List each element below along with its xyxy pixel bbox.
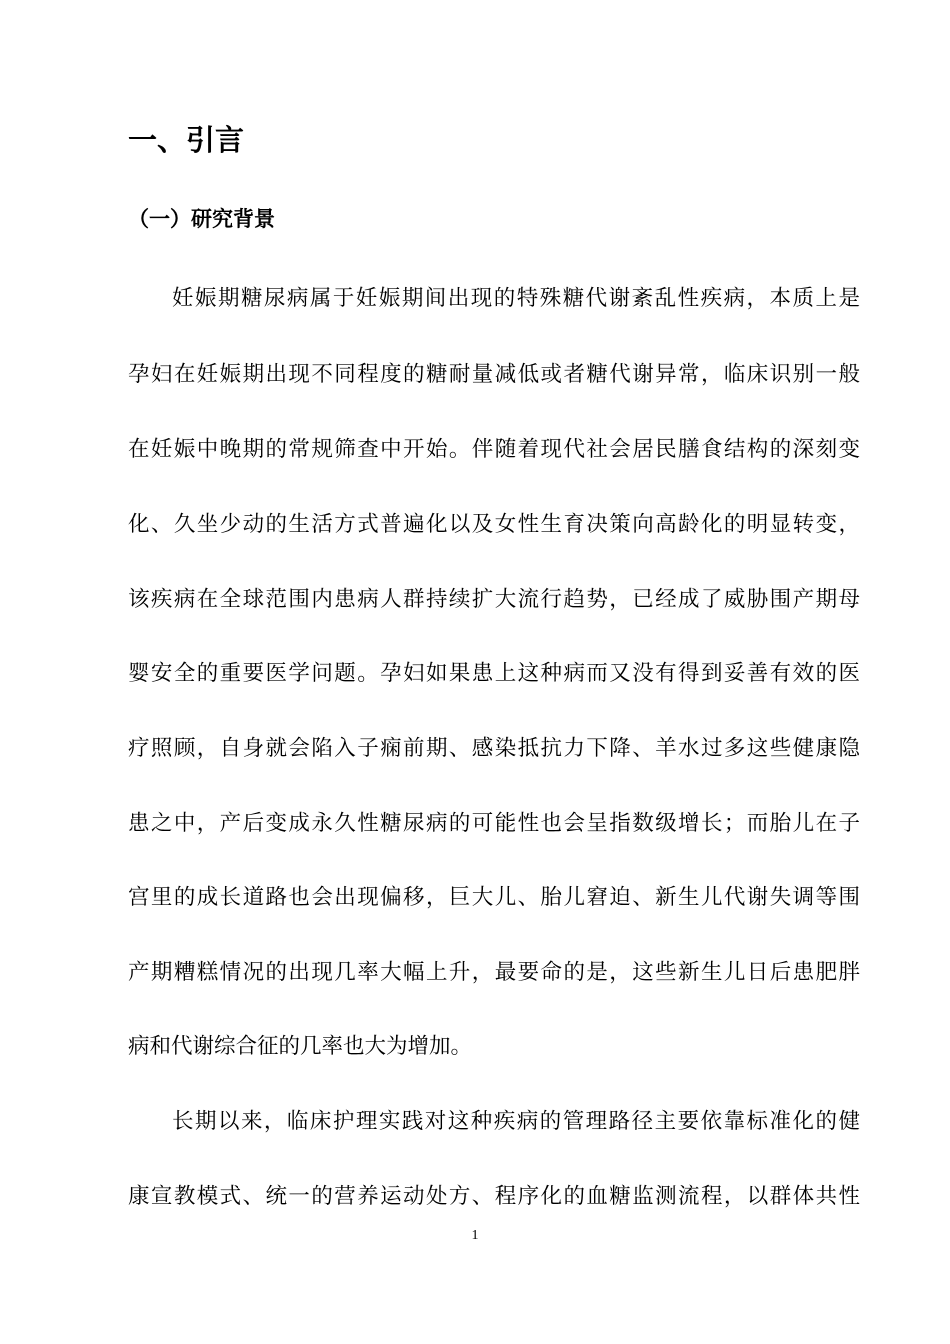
text-line: 康宣教模式、统一的营养运动处方、程序化的血糖监测流程，以群体共性 bbox=[128, 1184, 860, 1209]
section-heading: （一）研究背景 bbox=[128, 207, 275, 231]
chapter-heading: 一、引言 bbox=[128, 123, 245, 157]
text-line: 孕妇在妊娠期出现不同程度的糖耐量减低或者糖代谢异常，临床识别一般 bbox=[128, 362, 860, 387]
text-line: 宫里的成长道路也会出现偏移，巨大儿、胎儿窘迫、新生儿代谢失调等围 bbox=[128, 885, 860, 910]
text-line: 化、久坐少动的生活方式普遍化以及女性生育决策向高龄化的明显转变， bbox=[128, 512, 860, 537]
text-line: 长期以来，临床护理实践对这种疾病的管理路径主要依靠标准化的健 bbox=[172, 1109, 860, 1134]
text-line: 婴安全的重要医学问题。孕妇如果患上这种病而又没有得到妥善有效的医 bbox=[128, 661, 860, 686]
text-line: 患之中，产后变成永久性糖尿病的可能性也会呈指数级增长；而胎儿在子 bbox=[128, 811, 860, 836]
text-line: 在妊娠中晚期的常规筛查中开始。伴随着现代社会居民膳食结构的深刻变 bbox=[128, 437, 860, 462]
page-number: 1 bbox=[471, 1228, 479, 1243]
text-line: 产期糟糕情况的出现几率大幅上升，最要命的是，这些新生儿日后患肥胖 bbox=[128, 960, 860, 985]
text-line: 疗照顾，自身就会陷入子痫前期、感染抵抗力下降、羊水过多这些健康隐 bbox=[128, 736, 860, 761]
text-line: 妊娠期糖尿病属于妊娠期间出现的特殊糖代谢紊乱性疾病，本质上是 bbox=[172, 286, 860, 311]
text-line: 该疾病在全球范围内患病人群持续扩大流行趋势，已经成了威胁围产期母 bbox=[128, 587, 860, 612]
text-line: 病和代谢综合征的几率也大为增加。 bbox=[128, 1034, 473, 1059]
